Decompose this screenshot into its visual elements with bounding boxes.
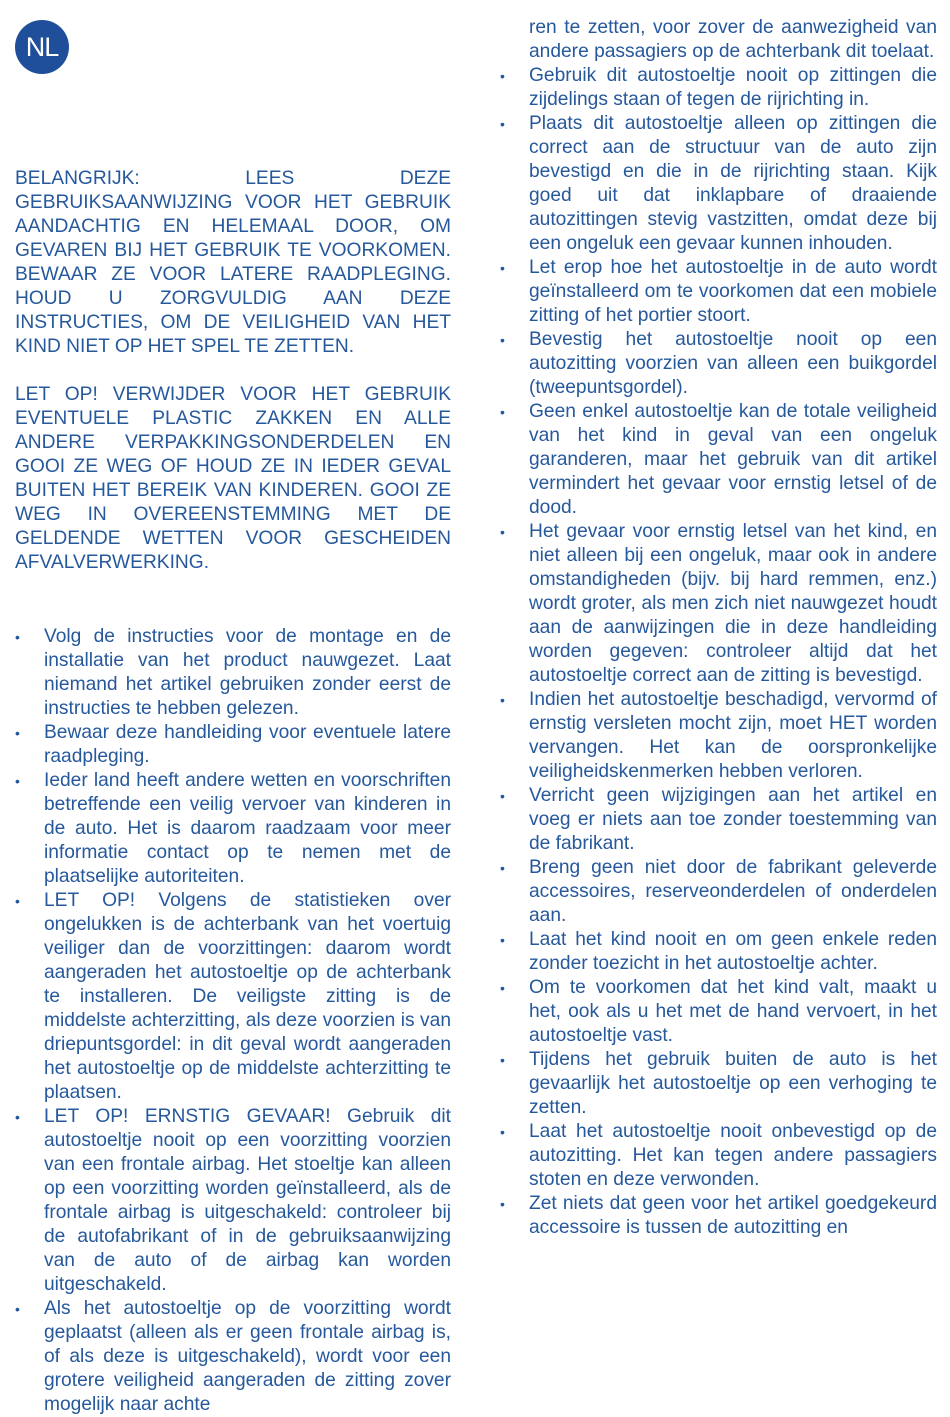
list-item: • Het gevaar voor ernstig letsel van het kind, en niet alleen bij een ongeluk, maar ook in andere omstandigheden (bijv. bij hard remmen, enz.) wordt groter, als men zich niet nauwgezet houdt aan de aanwijzingen die in deze handleiding worden gegeven: controleer altijd dat het autostoeltje correct aan de zitting is bevestigd.: [500, 520, 937, 688]
list-item: • Zet niets dat geen voor het artikel goedgekeurd accessoire is tussen de autozitting en: [500, 1192, 937, 1240]
list-item: • Breng geen niet door de fabrikant geleverde accessoires, reserveonderdelen of onderdelen aan.: [500, 856, 937, 928]
list-item: • Verricht geen wijzigingen aan het artikel en voeg er niets aan toe zonder toestemming van de fabrikant.: [500, 784, 937, 856]
list-item: • Indien het autostoeltje beschadigd, vervormd of ernstig versleten mocht zijn, moet HET worden vervangen. Het kan de oorspronkelijke veiligheidskenmerken hebben verloren.: [500, 688, 937, 784]
warning-notice: LET OP! VERWIJDER VOOR HET GEBRUIK EVENTUELE PLASTIC ZAKKEN EN ALLE ANDERE VERPAKKINGSONDERDELEN EN GOOI ZE WEG OF HOUD ZE IN IEDER GEVAL BUITEN HET BEREIK VAN KINDEREN. GOOI ZE WEG IN OVEREENSTEMMING MET DE GELDENDE WETTEN VOOR GESCHEIDEN AFVALVERWERKING.: [15, 384, 451, 573]
list-item: • Laat het kind nooit en om geen enkele reden zonder toezicht in het autostoeltje achter.: [500, 928, 937, 976]
right-column: [500, 16, 937, 1240]
important-notice: BELANGRIJK: LEES DEZE GEBRUIKSAANWIJZING VOOR HET GEBRUIK AANDACHTIG EN HELEMAAL DOOR, OM GEVAREN BIJ HET GEBRUIK TE VOORKOMEN. BEWAAR ZE VOOR LATERE RAADPLEGING. HOUD U ZORGVULDIG AAN DEZE INSTRUCTIES, OM DE VEILIGHEID VAN HET KIND NIET OP HET SPEL TE ZETTEN.: [15, 168, 451, 357]
left-column: [15, 167, 451, 1417]
list-item: • Laat het autostoeltje nooit onbevestigd op de autozitting. Het kan tegen andere passagiers stoten en deze verwonden.: [500, 1120, 937, 1192]
list-item: • Let erop hoe het autostoeltje in de auto wordt geïnstalleerd om te voorkomen dat een mobiele zitting of het portier stoort.: [500, 256, 937, 328]
list-item: • LET OP! ERNSTIG GEVAAR! Gebruik dit autostoeltje nooit op een voorzitting voorzien van een frontale airbag. Het stoeltje kan alleen op een voorzitting worden geïnstalleerd, als de frontale airbag is uitgeschakeld: controleer bij de autofabrikant of in de gebruiksaanwijzing van de auto of de airbag kan worden uitgeschakeld.: [15, 1105, 451, 1297]
continued-text: ren te zetten, voor zover de aanwezigheid van andere passagiers op de achterbank dit toelaat.: [529, 17, 937, 62]
list-item: • LET OP! Volgens de statistieken over ongelukken is de achterbank van het voertuig veiliger dan de voorzittingen: daarom wordt aangeraden het autostoeltje op de achterbank te installeren. De veiligste zitting is de middelste achterzitting, als deze voorzien is van driepuntsgordel: in dit geval wordt aangeraden het autostoeltje op de middelste achterzitting te plaatsen.: [15, 889, 451, 1105]
list-item: • Geen enkel autostoeltje kan de totale veiligheid van het kind in geval van een ongeluk garanderen, maar het gebruik van dit artikel vermindert het gevaar voor ernstig letsel of de dood.: [500, 400, 937, 520]
list-item: • Gebruik dit autostoeltje nooit op zittingen die zijdelings staan of tegen de rijrichting in.: [500, 64, 937, 112]
right-bullet-list: [500, 64, 937, 1240]
list-item: • Ieder land heeft andere wetten en voorschriften betreffende een veilig vervoer van kinderen in de auto. Het is daarom raadzaam voor meer informatie contact op te nemen met de plaatselijke autoriteiten.: [15, 769, 451, 889]
list-item: • Als het autostoeltje op de voorzitting wordt geplaatst (alleen als er geen frontale airbag is, of als deze is uitgeschakeld), wordt voor een grotere veiligheid aangeraden de zitting zover mogelijk naar achte: [15, 1297, 451, 1417]
list-item: • Plaats dit autostoeltje alleen op zittingen die correct aan de structuur van de auto zijn bevestigd en die in de rijrichting staan. Kijk goed uit dat inklapbare of draaiende autozittingen stevig vastzitten, omdat deze bij een ongeluk een gevaar kunnen inhouden.: [500, 112, 937, 256]
language-badge: NL: [15, 20, 69, 74]
list-item: • Volg de instructies voor de montage en de installatie van het product nauwgezet. Laat niemand het artikel gebruiken zonder eerst de instructies te hebben gelezen.: [15, 625, 451, 721]
list-item: • Bevestig het autostoeltje nooit op een autozitting voorzien van alleen een buikgordel (tweepuntsgordel).: [500, 328, 937, 400]
list-item: • Tijdens het gebruik buiten de auto is het gevaarlijk het autostoeltje op een verhoging te zetten.: [500, 1048, 937, 1120]
list-item: • Bewaar deze handleiding voor eventuele latere raadpleging.: [15, 721, 451, 769]
list-item: • Om te voorkomen dat het kind valt, maakt u het, ook als u het met de hand vervoert, in het autostoeltje vast.: [500, 976, 937, 1048]
left-bullet-list: [15, 625, 451, 1417]
